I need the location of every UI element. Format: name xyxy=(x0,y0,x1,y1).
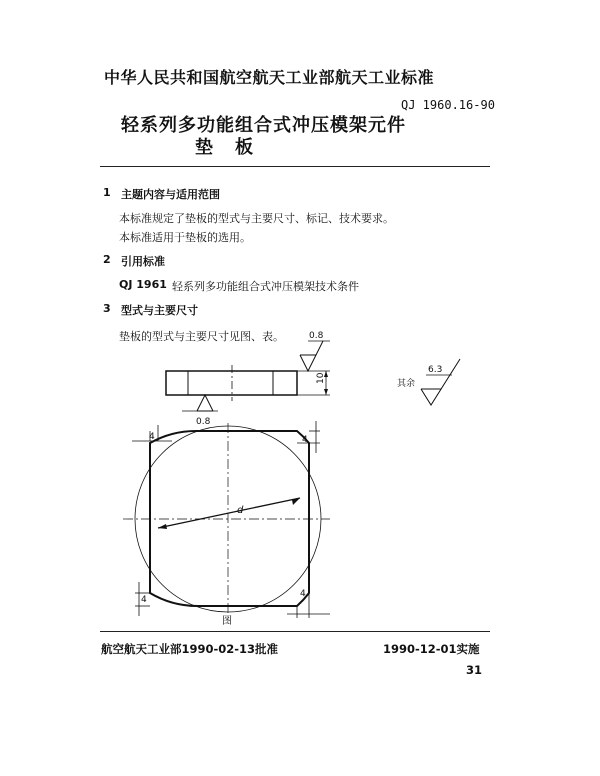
side-view xyxy=(166,365,330,401)
section-1-number: 1 xyxy=(103,186,111,199)
approval-date: 航空航天工业部1990-02-13批准 xyxy=(101,642,279,656)
other-roughness-value: 6.3 xyxy=(428,365,443,375)
standard-code: QJ 1960.16-90 xyxy=(401,98,495,112)
other-surfaces-label: 其余 xyxy=(397,379,416,389)
dim-label-bottom-right: 4 xyxy=(300,589,306,599)
dim-label-bottom-left: 4 xyxy=(141,595,147,605)
roughness-top-value: 0.8 xyxy=(309,331,324,341)
roughness-symbol-bottom xyxy=(182,395,218,411)
dim-label-top-left: 4 xyxy=(149,432,155,442)
section-3-line-1: 垫板的型式与主要尺寸见图、表。 xyxy=(119,330,284,343)
footer-rule xyxy=(100,631,490,632)
ministry-header: 中华人民共和国航空航天工业部航天工业标准 xyxy=(104,68,435,87)
document-subtitle: 垫板 xyxy=(195,137,275,158)
figure-caption: 图 xyxy=(222,616,232,627)
roughness-bottom-value: 0.8 xyxy=(196,417,211,427)
section-2-title: 引用标准 xyxy=(121,255,165,268)
section-1-line-2: 本标准适用于垫板的选用。 xyxy=(119,231,251,244)
section-3-title: 型式与主要尺寸 xyxy=(121,304,198,317)
dim-label-top-right: 4 xyxy=(302,435,308,445)
roughness-symbol-top xyxy=(300,341,330,371)
section-1-title: 主题内容与适用范围 xyxy=(121,188,220,201)
height-dimension: 10 xyxy=(316,372,326,384)
reference-code: QJ 1961 xyxy=(119,278,167,291)
top-view xyxy=(123,421,330,618)
diameter-label: d xyxy=(237,505,244,516)
document-title: 轻系列多功能组合式冲压模架元件 xyxy=(121,115,406,136)
section-1-line-1: 本标准规定了垫板的型式与主要尺寸、标记、技术要求。 xyxy=(119,212,394,225)
section-2-number: 2 xyxy=(103,253,111,266)
implementation-date: 1990-12-01实施 xyxy=(383,642,480,656)
page-number: 31 xyxy=(466,663,483,677)
section-3-number: 3 xyxy=(103,302,111,315)
reference-title: 轻系列多功能组合式冲压模架技术条件 xyxy=(172,280,359,293)
